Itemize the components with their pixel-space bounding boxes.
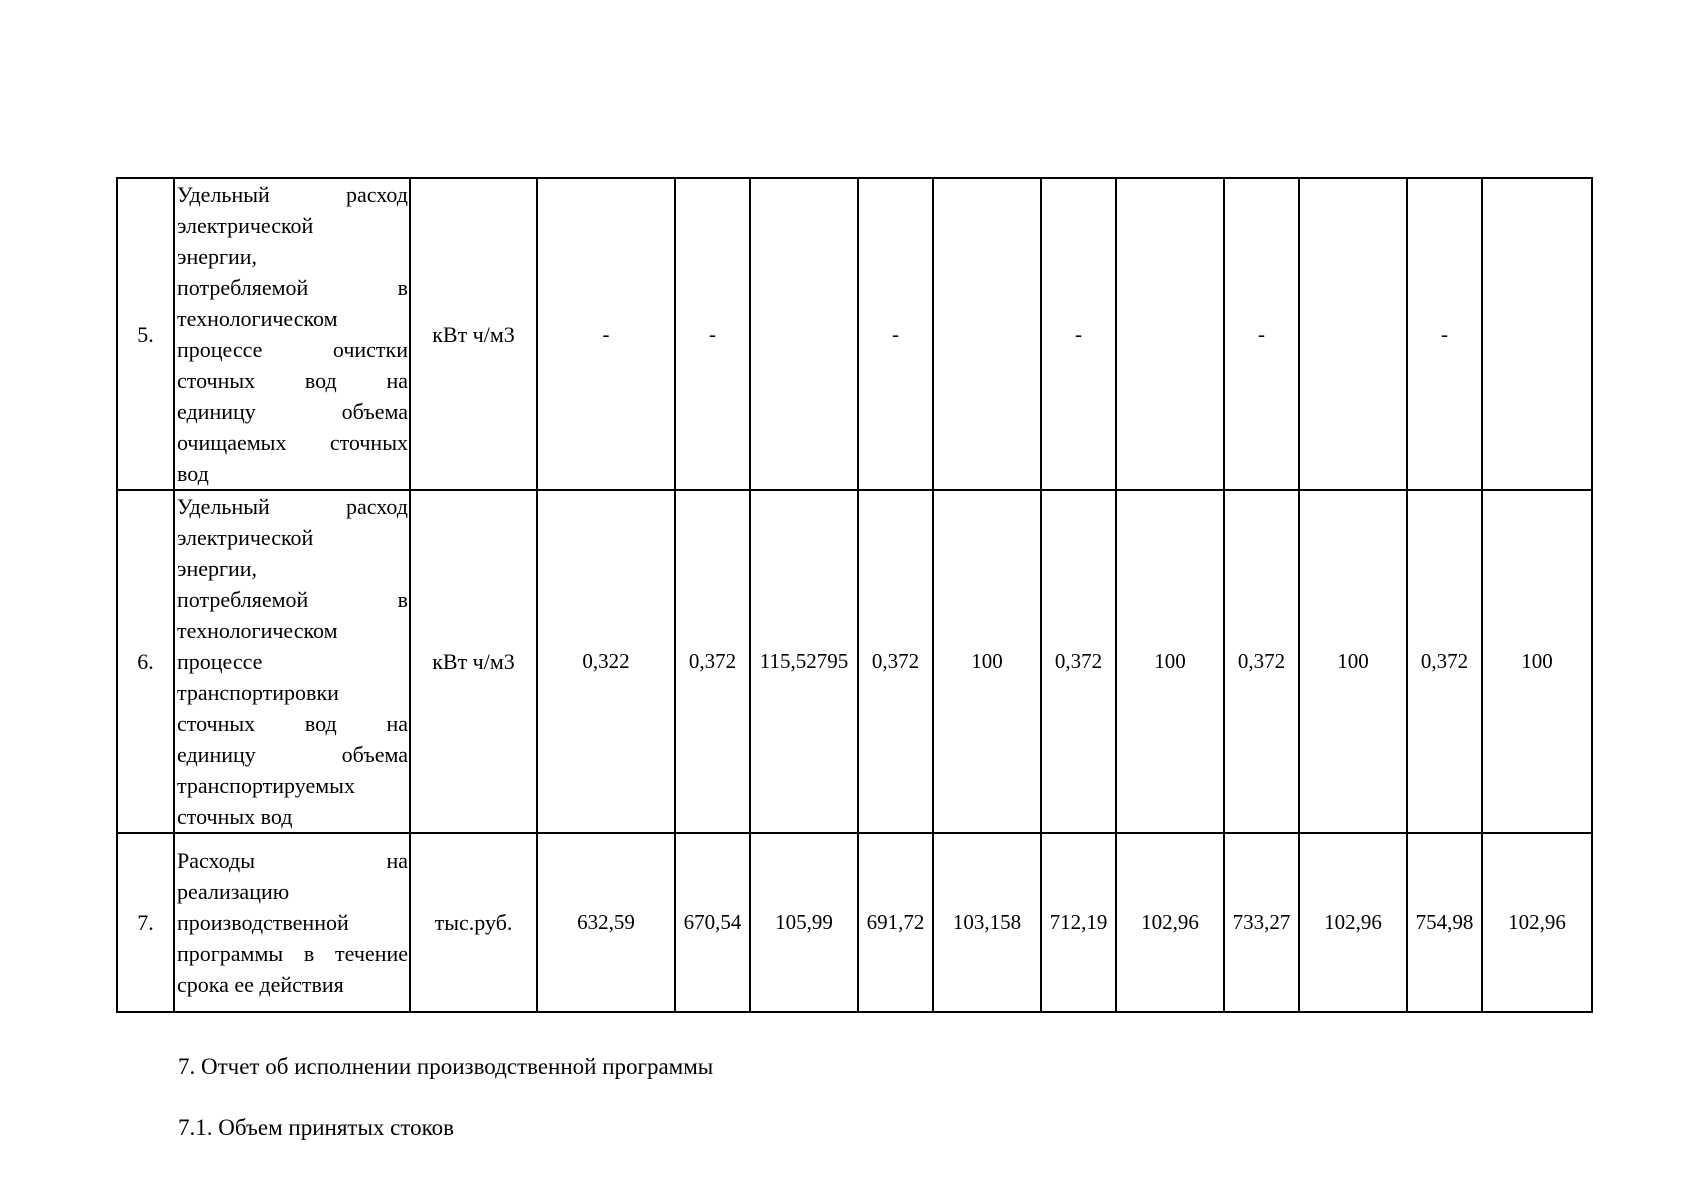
description-line: потребляемой в (177, 587, 408, 612)
description-line: очищаемых сточных (177, 430, 408, 455)
section-heading: 7. Отчет об исполнении производственной программы (178, 1054, 714, 1079)
indicator-description-cell (174, 833, 410, 1012)
value-cell: - (1407, 178, 1482, 490)
description-line: программы в течение (177, 941, 408, 966)
value-cell (1482, 178, 1592, 490)
row-number-cell: 5. (117, 178, 174, 490)
description-line: вод (177, 461, 209, 486)
description-line: реализацию (177, 879, 290, 904)
row-number-cell: 7. (117, 833, 174, 1012)
value-cell (1116, 178, 1224, 490)
value-cell: 670,54 (675, 833, 750, 1012)
value-cell: - (1041, 178, 1116, 490)
description-line: срока ее действия (177, 972, 344, 997)
value-cell: - (858, 178, 933, 490)
value-cell (1299, 178, 1407, 490)
value-cell: 0,372 (1224, 490, 1299, 833)
value-cell: 0,372 (1407, 490, 1482, 833)
value-cell: 0,372 (675, 490, 750, 833)
value-cell: 0,372 (1041, 490, 1116, 833)
value-cell: 115,52795 (750, 490, 858, 833)
value-cell: 0,372 (858, 490, 933, 833)
value-cell: 100 (1482, 490, 1592, 833)
description-line: процессе (177, 649, 263, 674)
description-line: Расходы на (177, 848, 408, 873)
value-cell: - (537, 178, 675, 490)
value-cell: 100 (1299, 490, 1407, 833)
indicator-description-cell (174, 178, 410, 490)
subsection-heading: 7.1. Объем принятых стоков (178, 1115, 454, 1140)
description-line: сточных вод на (177, 711, 408, 736)
description-line: единицу объема (177, 399, 408, 424)
indicators-table (116, 177, 1593, 1013)
description-line: энергии, (177, 244, 258, 269)
table-body (117, 178, 1592, 1012)
value-cell: 632,59 (537, 833, 675, 1012)
description-line: транспортируемых (177, 773, 355, 798)
value-cell (933, 178, 1041, 490)
value-cell: 105,99 (750, 833, 858, 1012)
description-line: единицу объема (177, 742, 408, 767)
value-cell: 100 (933, 490, 1041, 833)
description-line: Удельный расход (177, 182, 408, 207)
value-cell: 102,96 (1116, 833, 1224, 1012)
description-line: технологическом (177, 306, 338, 331)
description-line: электрической (177, 213, 314, 238)
value-cell: 102,96 (1299, 833, 1407, 1012)
value-cell: 102,96 (1482, 833, 1592, 1012)
unit-cell: кВт ч/м3 (410, 490, 537, 833)
value-cell: 712,19 (1041, 833, 1116, 1012)
description-line: производственной (177, 910, 349, 935)
value-cell: 103,158 (933, 833, 1041, 1012)
row-number-cell: 6. (117, 490, 174, 833)
indicator-description-cell (174, 490, 410, 833)
description-line: процессе очистки (177, 337, 408, 362)
value-cell: 754,98 (1407, 833, 1482, 1012)
value-cell: 100 (1116, 490, 1224, 833)
value-cell: - (1224, 178, 1299, 490)
value-cell (750, 178, 858, 490)
description-line: сточных вод (177, 804, 293, 829)
description-line: сточных вод на (177, 368, 408, 393)
description-line: электрической (177, 525, 314, 550)
table-row (117, 178, 1592, 490)
description-line: транспортировки (177, 680, 339, 705)
table-row (117, 490, 1592, 833)
unit-cell: кВт ч/м3 (410, 178, 537, 490)
description-line: Удельный расход (177, 494, 408, 519)
description-line: потребляемой в (177, 275, 408, 300)
description-line: энергии, (177, 556, 258, 581)
value-cell: - (675, 178, 750, 490)
value-cell: 691,72 (858, 833, 933, 1012)
value-cell: 0,322 (537, 490, 675, 833)
unit-cell: тыс.руб. (410, 833, 537, 1012)
table-row (117, 833, 1592, 1012)
description-line: технологическом (177, 618, 338, 643)
value-cell: 733,27 (1224, 833, 1299, 1012)
